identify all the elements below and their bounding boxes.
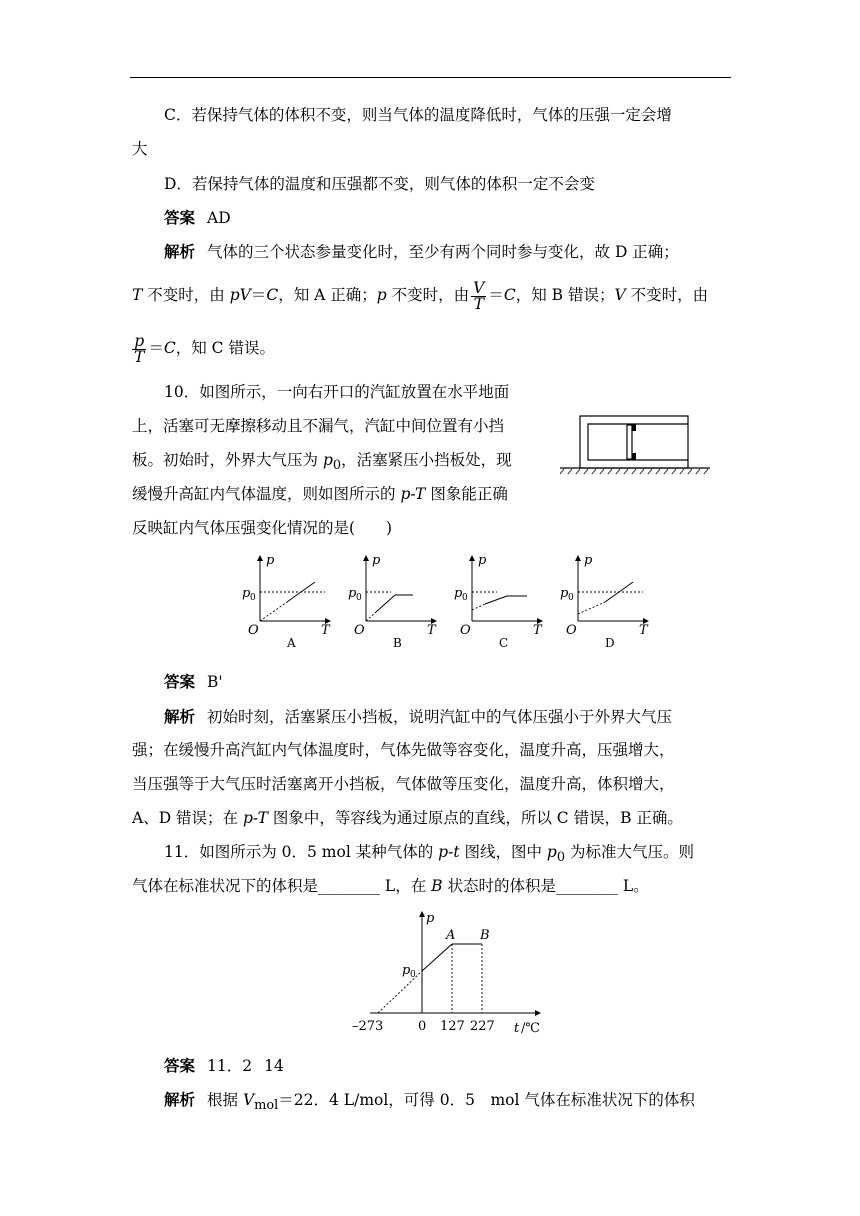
svg-text:O: O — [248, 623, 259, 638]
svg-text:p: p — [348, 586, 357, 601]
svg-text:p: p — [402, 963, 411, 978]
cylinder-diagram — [560, 408, 730, 478]
pt-graph-q11 — [350, 908, 560, 1036]
svg-text:0: 0 — [568, 593, 574, 603]
svg-text:A: A — [446, 928, 456, 943]
svg-text:p: p — [454, 586, 463, 601]
svg-text:D: D — [605, 636, 615, 650]
svg-text:O: O — [566, 623, 577, 638]
answer-label: 答案 — [164, 1056, 196, 1075]
fraction-p-over-t: $\frac{p}{T}$ — [134, 331, 145, 366]
svg-text:0: 0 — [462, 593, 468, 603]
pt-graph-options — [235, 552, 675, 652]
q10-analysis-line3: 当压强等于大气压时活塞离开小挡板，气体做等压变化，温度升高，体积增大， — [132, 775, 675, 793]
answer-label: 答案 — [164, 208, 196, 227]
svg-text:p: p — [478, 553, 487, 568]
svg-text:p: p — [426, 911, 435, 926]
svg-text:O: O — [460, 623, 471, 638]
svg-text:C: C — [499, 636, 509, 650]
q9-option-c-line1: C．若保持气体的体积不变，则当气体的温度降低时，气体的压强一定会增 — [164, 106, 672, 124]
graph-a — [242, 553, 331, 650]
answer-value-1: 11．2 — [207, 1057, 253, 1075]
answer-value: AD — [207, 209, 231, 227]
analysis-label: 解析 — [164, 707, 196, 726]
q9-option-c-line2: 大 — [132, 140, 148, 158]
q9-answer — [132, 205, 764, 231]
svg-text:0: 0 — [250, 593, 256, 603]
svg-text:A: A — [287, 636, 296, 650]
q11-answer — [132, 1053, 764, 1079]
q11-stem-line2: 气体在标准状况下的体积是________ L，在 B 状态时的体积是________ L。 — [132, 877, 649, 895]
svg-text:T: T — [321, 623, 330, 638]
graph-c — [454, 553, 543, 650]
q10-analysis-line4: A、D 错误；在 p-T 图象中，等容线为通过原点的直线，所以 C 错误，B 正确。 — [132, 809, 683, 827]
svg-text:–273: –273 — [352, 1019, 384, 1034]
q10-stem-line5: 反映缸内气体压强变化情况的是( ) — [132, 519, 393, 537]
piston — [627, 425, 632, 459]
svg-text:O: O — [354, 623, 365, 638]
q9-analysis-line1 — [132, 239, 764, 265]
svg-text:B: B — [480, 928, 490, 943]
q9-analysis-line3: $\frac{p}{T}$ ＝C，知 C 错误。 — [134, 331, 275, 366]
analysis-label: 解析 — [164, 242, 196, 261]
q10-stem-line1: 10．如图所示，一向右开口的汽缸放置在水平地面 — [164, 383, 510, 401]
svg-text:p: p — [372, 553, 381, 568]
svg-text:p: p — [266, 553, 275, 568]
q9-option-d: D．若保持气体的温度和压强都不变，则气体的体积一定不会变 — [164, 175, 595, 193]
answer-label: 答案 — [164, 672, 196, 691]
svg-text:t: t — [514, 1021, 520, 1036]
svg-text:T: T — [533, 623, 542, 638]
svg-text:B: B — [393, 636, 402, 650]
svg-text:T: T — [639, 623, 648, 638]
q11-analysis-line1: 解析 根据 $V_{mol}=22$．4 L/mol，可得 0．5 mol 气体在标准状况下的体积 — [164, 1090, 695, 1114]
svg-text:/℃: /℃ — [521, 1021, 540, 1036]
cylinder-inner-wall — [588, 424, 688, 460]
q10-answer — [132, 669, 764, 695]
answer-value: B' — [207, 673, 223, 691]
isochoric-segment — [422, 944, 452, 971]
ground-hatch — [560, 469, 708, 474]
graph-b — [348, 553, 437, 650]
q9-analysis-line2: T 不变时，由 pV＝C，知 A 正确；p 不变时，由 $\frac{V}{T}$ ＝C，知 B 错误；V 不变时，由 — [132, 278, 709, 313]
svg-text:0: 0 — [410, 970, 416, 980]
answer-value-2: 14 — [264, 1057, 284, 1075]
q10-stem-line4: 缓慢升高缸内气体温度，则如图所示的 p-T 图象能正确 — [132, 485, 508, 503]
svg-text:127: 127 — [440, 1019, 465, 1034]
q10-analysis-line2: 强；在缓慢升高汽缸内气体温度时，气体先做等容变化，温度升高，压强增大， — [132, 741, 675, 759]
svg-text:227: 227 — [470, 1019, 495, 1034]
header-rule — [130, 77, 731, 78]
svg-text:p: p — [242, 586, 251, 601]
q10-analysis-line1: 解析 初始时刻，活塞紧压小挡板，说明汽缸中的气体压强小于外界大气压 — [164, 707, 673, 726]
stopper-top — [632, 424, 636, 431]
q10-stem-line2: 上，活塞可无摩擦移动且不漏气，汽缸中间位置有小挡 — [132, 417, 505, 435]
stopper-bottom — [632, 453, 636, 460]
svg-text:p: p — [560, 586, 569, 601]
svg-text:T: T — [427, 623, 436, 638]
analysis-text: 气体的三个状态参量变化时，至少有两个同时参与变化，故 D 正确； — [207, 243, 679, 261]
fraction-v-over-t: $\frac{V}{T}$ — [473, 278, 485, 313]
q10-stem-line3: 板。初始时，外界大气压为 $p_0$，活塞紧压小挡板处，现 — [132, 451, 512, 474]
graph-d — [560, 553, 649, 650]
svg-text:0: 0 — [356, 593, 362, 603]
svg-text:0: 0 — [418, 1019, 427, 1034]
svg-text:p: p — [584, 553, 593, 568]
q11-stem-line1: 11．如图所示为 0．5 mol 某种气体的 p-t 图线，图中 $p_0$ 为标准大气压。则 — [164, 843, 694, 866]
analysis-label: 解析 — [164, 1090, 196, 1109]
